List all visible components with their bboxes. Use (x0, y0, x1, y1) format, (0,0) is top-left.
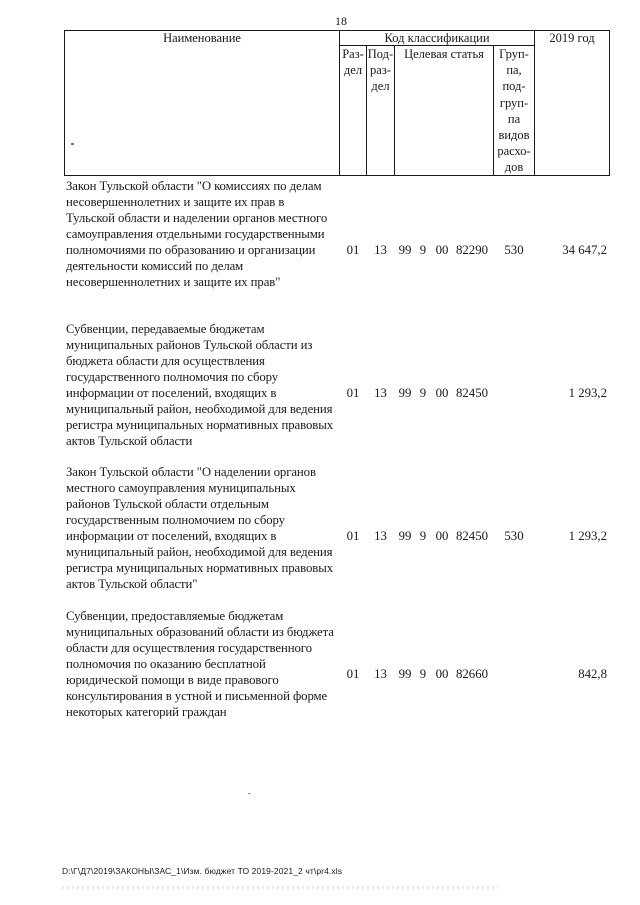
target-code-direction: 82450 (456, 529, 488, 543)
table-row (0, 178, 640, 298)
razdel-code: 01 (346, 529, 360, 543)
amount-2019: 34 647,2 (562, 243, 607, 257)
amount-2019: 1 293,2 (568, 386, 607, 400)
row-name: Закон Тульской области "О комиссиях по делам несовершеннолетних и защите их прав в Тульской области и наделении органов местного самоуправления отдельными государственными полномочиями по образованию и организации деятельности комиссий по делам несовершеннолетних и защите их прав" (66, 179, 328, 289)
target-code-subprogram: 9 (419, 243, 427, 257)
target-code-program: 99 (398, 386, 412, 400)
target-code-event: 00 (435, 243, 449, 257)
amount-2019: 1 293,2 (568, 529, 607, 543)
expense-type-code: 530 (504, 529, 524, 543)
header-year: 2019 год (549, 31, 595, 45)
header-left-border (64, 30, 65, 176)
target-code-event: 00 (435, 386, 449, 400)
table-row (0, 464, 640, 592)
header-subsection: Под- раз- дел (367, 47, 394, 93)
target-code-direction: 82660 (456, 667, 488, 681)
target-code-subprogram: 9 (419, 529, 427, 543)
razdel-code: 01 (346, 386, 360, 400)
target-code-direction: 82290 (456, 243, 488, 257)
target-code-subprogram: 9 (419, 386, 427, 400)
row-name: Закон Тульской области "О наделении органов местного самоуправления муниципальных районов Тульской области отдельным государственным полномочием по сбору информации от поселений, входящих в муниципальный район, необходимой для ведения регистра муниципальных нормативных правовых актов Тульской области" (66, 465, 334, 591)
target-code-event: 00 (435, 667, 449, 681)
scan-speck (71, 143, 74, 145)
razdel-code: 01 (346, 667, 360, 681)
podrazdel-code: 13 (374, 243, 387, 257)
target-code-subprogram: 9 (419, 667, 427, 681)
table-row (0, 608, 640, 720)
podrazdel-code: 13 (374, 667, 387, 681)
header-target-article: Целевая статья (404, 47, 484, 61)
scan-noise-band (62, 886, 498, 889)
row-name: Субвенции, предоставляемые бюджетам муниципальных образований области из бюджета области для осуществления государственного полномочия по оказанию бесплатной юридической помощи в виде правового консультирования в устной и письменной форме некоторых категорий граждан (66, 609, 334, 719)
target-code-direction: 82450 (456, 386, 488, 400)
table-row (0, 321, 640, 449)
header-right-border (609, 30, 610, 176)
header-divider-podrazdel (394, 45, 395, 176)
podrazdel-code: 13 (374, 386, 387, 400)
page-number: 18 (335, 14, 347, 28)
razdel-code: 01 (346, 243, 360, 257)
header-section: Раз- дел (342, 47, 364, 77)
target-code-program: 99 (398, 667, 412, 681)
target-code-event: 00 (435, 529, 449, 543)
header-expense-group: Груп- па, под- груп- па видов расхо- дов (497, 47, 531, 175)
expense-type-code: 530 (504, 243, 524, 257)
header-classification: Код классификации (384, 31, 490, 45)
podrazdel-code: 13 (374, 529, 387, 543)
amount-2019: 842,8 (578, 667, 607, 681)
footer-file-path: D:\Г\Д7\2019\ЗАКОНЫ\ЗАС_1\Изм. бюджет ТО 2019-2021_2 чт\pr4.xls (62, 866, 343, 876)
header-name: Наименование (163, 31, 241, 45)
scan-speck (248, 793, 251, 794)
row-name: Субвенции, передаваемые бюджетам муниципальных районов Тульской области из бюджета области для осуществления государственного полномочия по сбору информации от поселений, входящих в муниципальный район, необходимой для ведения регистра муниципальных нормативных правовых актов Тульской области (66, 322, 334, 448)
target-code-program: 99 (398, 529, 412, 543)
header-divider-classification (534, 30, 535, 176)
target-code-program: 99 (398, 243, 412, 257)
